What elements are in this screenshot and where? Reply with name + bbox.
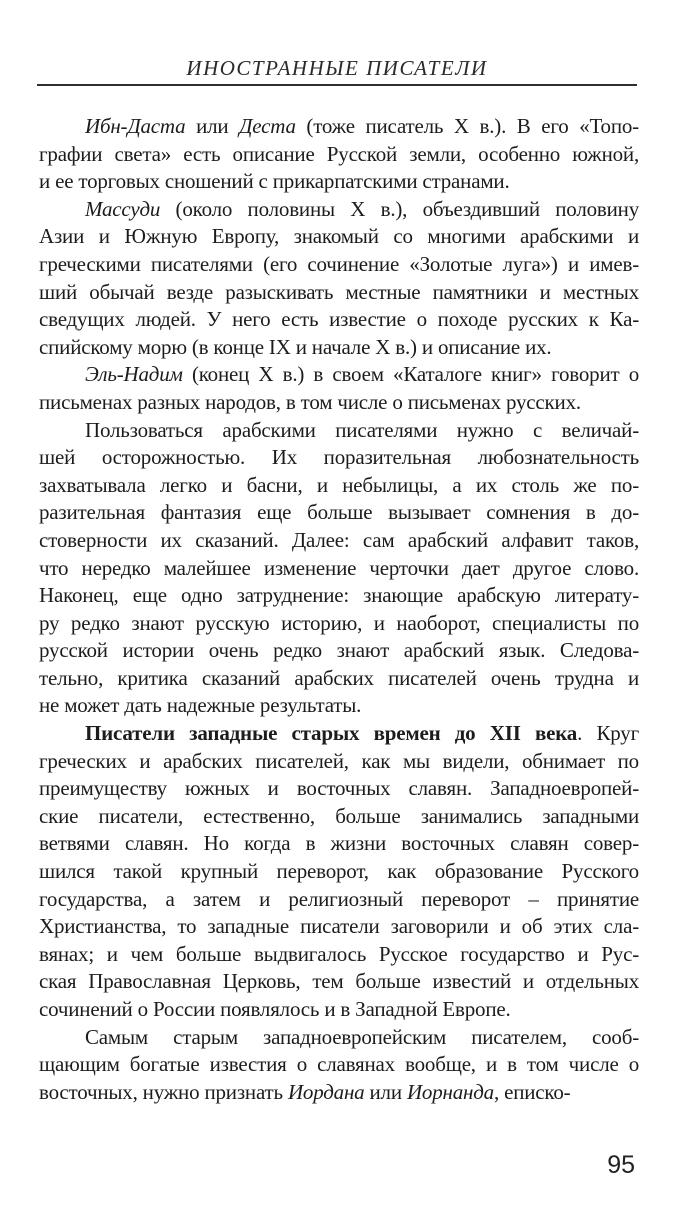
- paragraph: [39, 113, 639, 196]
- text-run: ские писатели, естественно, больше занимались западными: [39, 803, 639, 828]
- italic-text: Массуди: [85, 196, 161, 221]
- text-run: (около половины X в.), объездивший половину: [160, 196, 639, 221]
- text-run: (конец X в.) в своем «Каталоге книг» говорит о: [182, 362, 639, 387]
- text-run: Самым старым западноевропейским писателем, сооб-: [85, 1024, 639, 1049]
- text-line: [39, 196, 639, 224]
- text-run: письменах разных народов, в том числе о письменах русских.: [39, 389, 581, 414]
- text-run: разительная фантазия еще больше вызывает сомнения в до-: [39, 500, 639, 525]
- text-run: ская Православная Церковь, тем больше известий и отдельных: [39, 969, 639, 994]
- text-line: [39, 913, 639, 941]
- text-line: [39, 168, 639, 196]
- text-line: [39, 775, 639, 803]
- text-run: сочинений о России появлялось и в Западной Европе.: [39, 997, 511, 1021]
- text-line: [39, 582, 639, 610]
- paragraph: [39, 196, 639, 362]
- text-run: государства, а затем и религиозный переворот – принятие: [39, 886, 639, 911]
- text-run: тельно, критика сказаний арабских писателей очень трудна и: [39, 665, 639, 690]
- text-run: стоверности их сказаний. Далее: сам арабский алфавит таков,: [39, 527, 639, 552]
- text-line: [39, 444, 639, 472]
- text-line: [39, 279, 639, 307]
- text-line: [39, 1024, 639, 1052]
- paragraph: [39, 361, 639, 416]
- text-line: [39, 334, 639, 362]
- text-run: восточных, нужно признать: [39, 1079, 288, 1104]
- italic-text: Иордана: [287, 1079, 365, 1104]
- text-line: [39, 637, 639, 665]
- paragraph: [39, 417, 639, 721]
- text-line: [39, 941, 639, 969]
- text-run: ветвями славян. Но когда в жизни восточных славян совер-: [39, 831, 639, 856]
- text-run: ру редко знают русскую историю, и наоборот, специалисты по: [39, 610, 639, 635]
- text-run: Наконец, еще одно затруднение: знающие арабскую литерату-: [39, 583, 639, 608]
- text-run: Христианства, то западные писатели заговорили и об этих сла-: [39, 914, 639, 939]
- text-line: [39, 113, 639, 141]
- text-run: графии света» есть описание Русской земли, особенно южной,: [39, 141, 639, 166]
- text-line: [39, 141, 639, 169]
- text-line: [39, 223, 639, 251]
- text-line: [39, 1079, 639, 1107]
- text-line: [39, 748, 639, 776]
- italic-text: Ибн-Даста: [85, 114, 186, 138]
- italic-text: Иорнанда: [406, 1079, 494, 1104]
- text-line: [39, 830, 639, 858]
- text-run: захватывала легко и басни, и небылицы, а их столь же по-: [39, 472, 639, 497]
- text-run: шей осторожностью. Их поразительная любознательность: [39, 445, 639, 470]
- running-head: ИНОСТРАННЫЕ ПИСАТЕЛИ: [186, 56, 488, 80]
- text-line: [39, 720, 639, 748]
- text-run: и ее торговых сношений с прикарпатскими странами.: [39, 169, 510, 194]
- text-line: [39, 527, 639, 555]
- paragraph: [39, 1024, 639, 1107]
- text-line: [39, 610, 639, 638]
- text-run: (тоже писатель X в.). В его «Топо-: [295, 114, 639, 138]
- text-line: [39, 665, 639, 693]
- text-line: [39, 996, 639, 1024]
- text-run: вянах; и чем больше выдвигалось Русское государство и Рус-: [39, 941, 639, 966]
- text-line: [39, 251, 639, 279]
- text-run: щающим богатые известия о славянах вообще, и в том числе о: [39, 1052, 639, 1077]
- page-header: [37, 56, 637, 81]
- text-line: [39, 968, 639, 996]
- italic-text: Деста: [239, 114, 296, 138]
- text-line: [39, 389, 639, 417]
- text-line: [39, 803, 639, 831]
- text-run: , еписко-: [493, 1079, 571, 1104]
- text-line: [39, 886, 639, 914]
- text-run: или: [364, 1079, 407, 1104]
- text-run: русской истории очень редко знают арабский язык. Следова-: [39, 638, 639, 663]
- text-run: Азии и Южную Европу, знакомый со многими арабскими и: [39, 224, 639, 249]
- page-body: [39, 113, 639, 1106]
- bold-text: Писатели западные старых времен до XII века: [85, 721, 578, 746]
- text-run: сведущих людей. У него есть известие о походе русских к Ка-: [39, 307, 639, 332]
- text-run: Пользоваться арабскими писателями нужно с величай-: [85, 417, 639, 442]
- text-line: [39, 499, 639, 527]
- text-line: [39, 306, 639, 334]
- italic-text: Эль-Надим: [85, 362, 183, 387]
- text-run: шился такой крупный переворот, как образование Русского: [39, 859, 639, 884]
- text-run: преимуществу южных и восточных славян. Западноевропей-: [39, 776, 639, 801]
- text-line: [39, 555, 639, 583]
- text-run: греческими писателями (его сочинение «Золотые луга») и имев-: [39, 251, 639, 276]
- text-run: . Круг: [577, 721, 639, 746]
- page-number: 95: [607, 1151, 635, 1179]
- text-line: [39, 692, 639, 720]
- text-line: [39, 1051, 639, 1079]
- text-line: [39, 417, 639, 445]
- text-run: что нередко малейшее изменение черточки дает другое слово.: [39, 555, 639, 580]
- paragraph: [39, 720, 639, 1024]
- header-rule: [37, 84, 637, 86]
- text-run: спийскому морю (в конце IX и начале X в.) и описание их.: [39, 334, 552, 359]
- text-run: ший обычай везде разыскивать местные памятники и местных: [39, 279, 639, 304]
- text-line: [39, 472, 639, 500]
- text-line: [39, 361, 639, 389]
- text-run: или: [185, 114, 240, 138]
- text-line: [39, 858, 639, 886]
- text-run: греческих и арабских писателей, как мы видели, обнимает по: [39, 748, 639, 773]
- text-run: не может дать надежные результаты.: [39, 693, 362, 718]
